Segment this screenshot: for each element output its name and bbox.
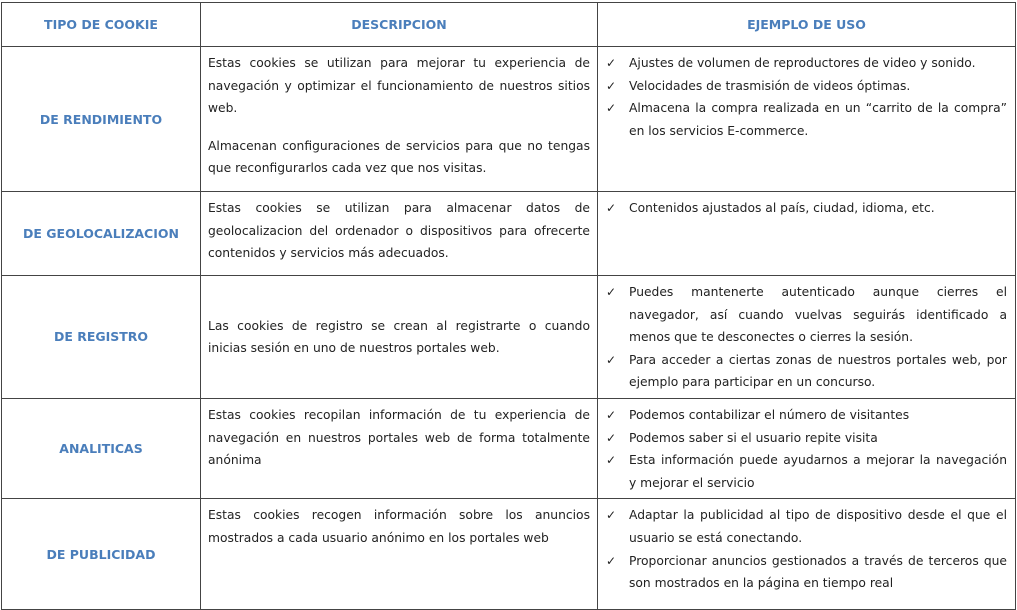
- list-item: [606, 427, 1007, 450]
- checkmark-icon: ✓: [606, 78, 617, 93]
- usage-examples-list: [606, 404, 1007, 494]
- checkmark-icon: ✓: [606, 285, 617, 299]
- list-item: [606, 404, 1007, 427]
- usage-example-text: Velocidades de trasmisión de videos óptimas.: [629, 78, 911, 93]
- usage-examples-list: [606, 504, 1007, 594]
- usage-example-text: Esta información puede ayudarnos a mejorar la navegación y mejorar el servicio: [629, 453, 1007, 490]
- usage-examples-cell: [598, 192, 1016, 276]
- table-row: [2, 47, 1016, 192]
- cookie-type-cell: DE PUBLICIDAD: [2, 499, 201, 610]
- usage-example-text: Contenidos ajustados al país, ciudad, idioma, etc.: [629, 201, 935, 215]
- description-paragraph: Las cookies de registro se crean al registrarte o cuando inicias sesión en uno de nuestros portales web.: [208, 318, 590, 356]
- list-item: [606, 197, 1007, 220]
- usage-example-text: Podemos saber si el usuario repite visita: [629, 430, 878, 445]
- usage-example-text: Para acceder a ciertas zonas de nuestros portales web, por ejemplo para participar en un concurso.: [629, 352, 1007, 390]
- description-paragraph: Estas cookies se utilizan para mejorar tu experiencia de navegación y optimizar el funcionamiento de nuestros sitios web.: [208, 56, 590, 116]
- cookie-table: [1, 2, 1016, 610]
- usage-example-text: Almacena la compra realizada en un “carrito de la compra” en los servicios E-commerce.: [629, 101, 1007, 138]
- cookie-type-cell: DE RENDIMIENTO: [2, 47, 201, 192]
- description-cell: [201, 398, 598, 498]
- checkmark-icon: ✓: [606, 508, 617, 523]
- usage-examples-cell: [598, 499, 1016, 610]
- table-header-row: [2, 3, 1016, 47]
- usage-example-text: Adaptar la publicidad al tipo de dispositivo desde el que el usuario se está conectando.: [629, 508, 1007, 545]
- list-item: [606, 281, 1007, 349]
- description-paragraph: Estas cookies se utilizan para almacenar datos de geolocalizacion del ordenador o dispositivos para ofrecerte contenidos y servicios más adecuados.: [208, 201, 590, 261]
- usage-example-text: Proporcionar anuncios gestionados a través de terceros que son mostrados en la página en tiempo real: [629, 553, 1007, 591]
- table-row: [2, 398, 1016, 498]
- usage-example-text: Puedes mantenerte autenticado aunque cierres el navegador, así cuando vuelvas seguirás identificado a menos que te desconectes o cierres la sesión.: [629, 285, 1007, 345]
- table-row: [2, 192, 1016, 276]
- usage-examples-list: [606, 52, 1007, 142]
- table-row: [2, 276, 1016, 399]
- checkmark-icon: ✓: [606, 453, 617, 468]
- cookie-type-cell: DE REGISTRO: [2, 276, 201, 399]
- header-cookie-type: TIPO DE COOKIE: [2, 3, 201, 47]
- description-cell: [201, 47, 598, 192]
- list-item: [606, 449, 1007, 494]
- usage-examples-list: [606, 197, 1007, 220]
- description-paragraph: Almacenan configuraciones de servicios para que no tengas que reconfigurarlos cada vez que nos visitas.: [208, 138, 590, 176]
- list-item: [606, 52, 1007, 75]
- usage-example-text: Ajustes de volumen de reproductores de video y sonido.: [629, 56, 976, 70]
- usage-examples-cell: [598, 47, 1016, 192]
- checkmark-icon: ✓: [606, 407, 617, 422]
- description-paragraph: Estas cookies recogen información sobre los anuncios mostrados a cada usuario anónimo en los portales web: [208, 508, 590, 545]
- checkmark-icon: ✓: [606, 352, 617, 367]
- usage-example-text: Podemos contabilizar el número de visitantes: [629, 407, 910, 422]
- checkmark-icon: ✓: [606, 101, 617, 116]
- list-item: [606, 97, 1007, 142]
- table-row: [2, 499, 1016, 610]
- checkmark-icon: ✓: [606, 553, 617, 568]
- list-item: [606, 504, 1007, 549]
- checkmark-icon: ✓: [606, 56, 617, 70]
- header-description: DESCRIPCION: [201, 3, 598, 47]
- cookie-type-cell: ANALITICAS: [2, 398, 201, 498]
- description-cell: [201, 499, 598, 610]
- checkmark-icon: ✓: [606, 430, 617, 445]
- header-usage-example: EJEMPLO DE USO: [598, 3, 1016, 47]
- description-cell: [201, 192, 598, 276]
- description-paragraph: Estas cookies recopilan información de tu experiencia de navegación en nuestros portales web de forma totalmente anónima: [208, 407, 590, 468]
- usage-examples-cell: [598, 276, 1016, 399]
- usage-examples-list: [606, 281, 1007, 394]
- description-cell: [201, 276, 598, 399]
- list-item: [606, 75, 1007, 98]
- checkmark-icon: ✓: [606, 201, 617, 215]
- list-item: [606, 550, 1007, 595]
- cookie-type-cell: DE GEOLOCALIZACION: [2, 192, 201, 276]
- usage-examples-cell: [598, 398, 1016, 498]
- list-item: [606, 349, 1007, 394]
